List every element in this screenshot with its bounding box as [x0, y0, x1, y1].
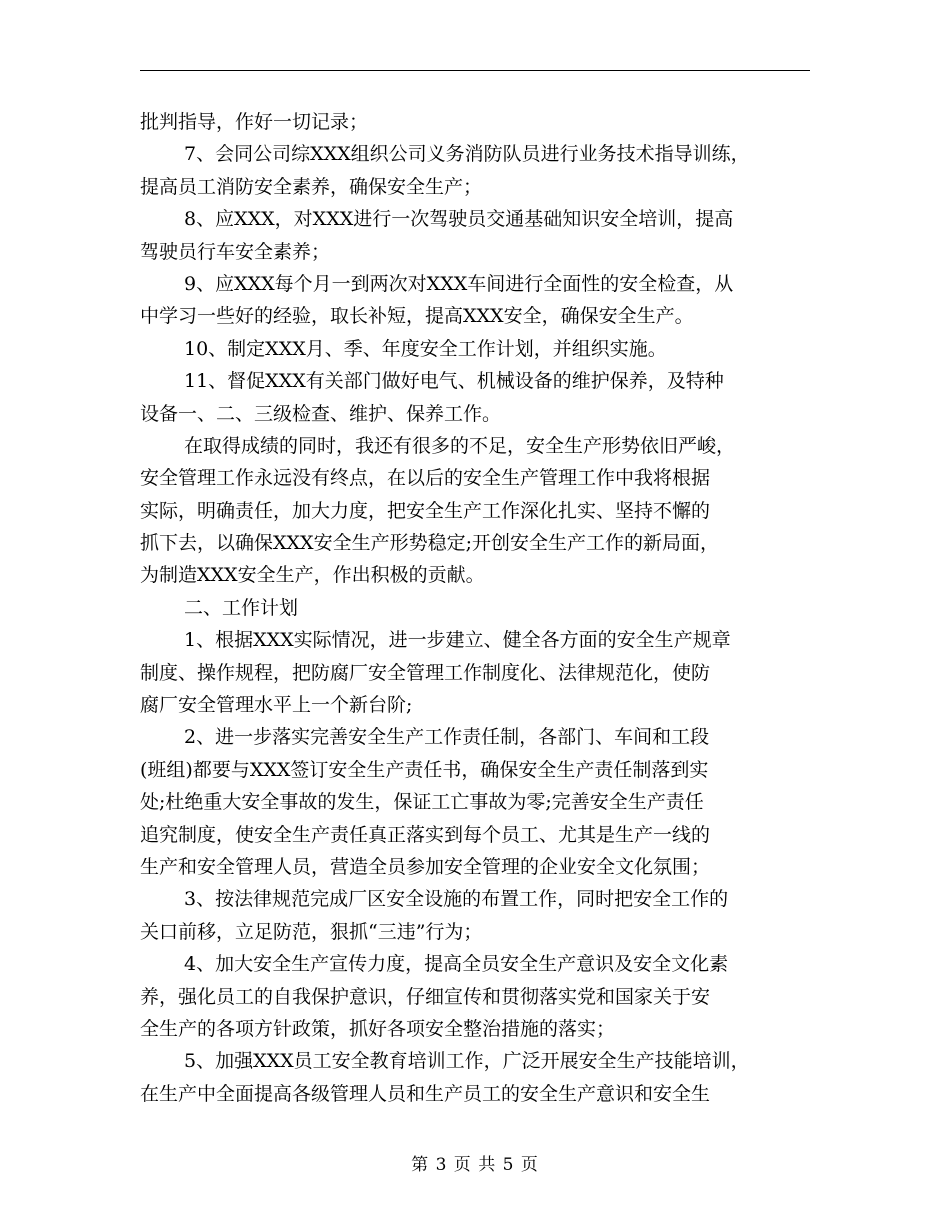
text-line: 11、督促XXX有关部门做好电气、机械设备的维护保养，及特种 — [184, 370, 724, 393]
text-line: 养，强化员工的自我保护意识，仔细宣传和贯彻落实党和国家关于安 — [140, 985, 711, 1008]
text-line: 关口前移，立足防范，狠抓“三违”行为； — [140, 920, 483, 943]
text-line: 处;杜绝重大安全事故的发生，保证工亡事故为零;完善安全生产责任 — [140, 791, 704, 814]
text-line: 生产和安全管理人员，营造全员参加安全管理的企业安全文化氛围； — [140, 855, 711, 878]
text-line: 4、加大安全生产宣传力度，提高全员安全生产意识及安全文化素 — [184, 953, 729, 976]
text-line: 10、制定XXX月、季、年度安全工作计划，并组织实施。 — [184, 337, 667, 360]
text-line: 5、加强XXX员工安全教育培训工作，广泛开展安全生产技能培训， — [184, 1050, 750, 1073]
text-line: 为制造XXX安全生产，作出积极的贡献。 — [140, 564, 485, 587]
text-line: 二、工作计划 — [184, 596, 299, 619]
text-line: 中学习一些好的经验，取长补短，提高XXX安全，确保安全生产。 — [140, 305, 694, 328]
text-line: 设备一、二、三级检查、维护、保养工作。 — [140, 402, 502, 425]
text-line: 2、进一步落实完善安全生产工作责任制，各部门、车间和工段 — [184, 726, 710, 749]
text-line: 在生产中全面提高各级管理人员和生产员工的安全生产意识和安全生 — [140, 1082, 711, 1105]
text-line: 全生产的各项方针政策，抓好各项安全整治措施的落实； — [140, 1017, 616, 1040]
text-line: 追究制度，使安全生产责任真正落实到每个员工、尤其是生产一线的 — [140, 823, 711, 846]
text-line: (班组)都要与XXX签订安全生产责任书，确保安全生产责任制落到实 — [140, 758, 709, 781]
text-line: 腐厂安全管理水平上一个新台阶; — [140, 694, 413, 717]
page-number: 第 3 页 共 5 页 — [411, 1155, 539, 1175]
text-line: 8、应XXX，对XXX进行一次驾驶员交通基础知识安全培训，提高 — [184, 208, 734, 231]
text-line: 批判指导，作好一切记录； — [140, 111, 369, 133]
text-line: 制度、操作规程，把防腐厂安全管理工作制度化、法律规范化，使防 — [140, 661, 711, 684]
document-body — [140, 106, 818, 1110]
text-line: 提高员工消防安全素养，确保安全生产； — [140, 175, 483, 198]
text-line: 安全管理工作永远没有终点，在以后的安全生产管理工作中我将根据 — [140, 467, 711, 490]
header-rule — [140, 70, 810, 71]
text-line: 在取得成绩的同时，我还有很多的不足，安全生产形势依旧严峻， — [184, 434, 736, 457]
text-line: 1、根据XXX实际情况，进一步建立、健全各方面的安全生产规章 — [184, 629, 731, 652]
text-line: 实际，明确责任，加大力度，把安全生产工作深化扎实、坚持不懈的 — [140, 499, 711, 522]
text-line: 9、应XXX每个月一到两次对XXX车间进行全面性的安全检查，从 — [184, 272, 734, 295]
text-line: 3、按法律规范完成厂区安全设施的布置工作，同时把安全工作的 — [184, 888, 729, 911]
text-line: 驾驶员行车安全素养； — [140, 240, 331, 263]
text-line: 抓下去，以确保XXX安全生产形势稳定;开创安全生产工作的新局面， — [140, 532, 719, 555]
text-line: 7、会同公司综XXX组织公司义务消防队员进行业务技术指导训练， — [184, 143, 750, 166]
